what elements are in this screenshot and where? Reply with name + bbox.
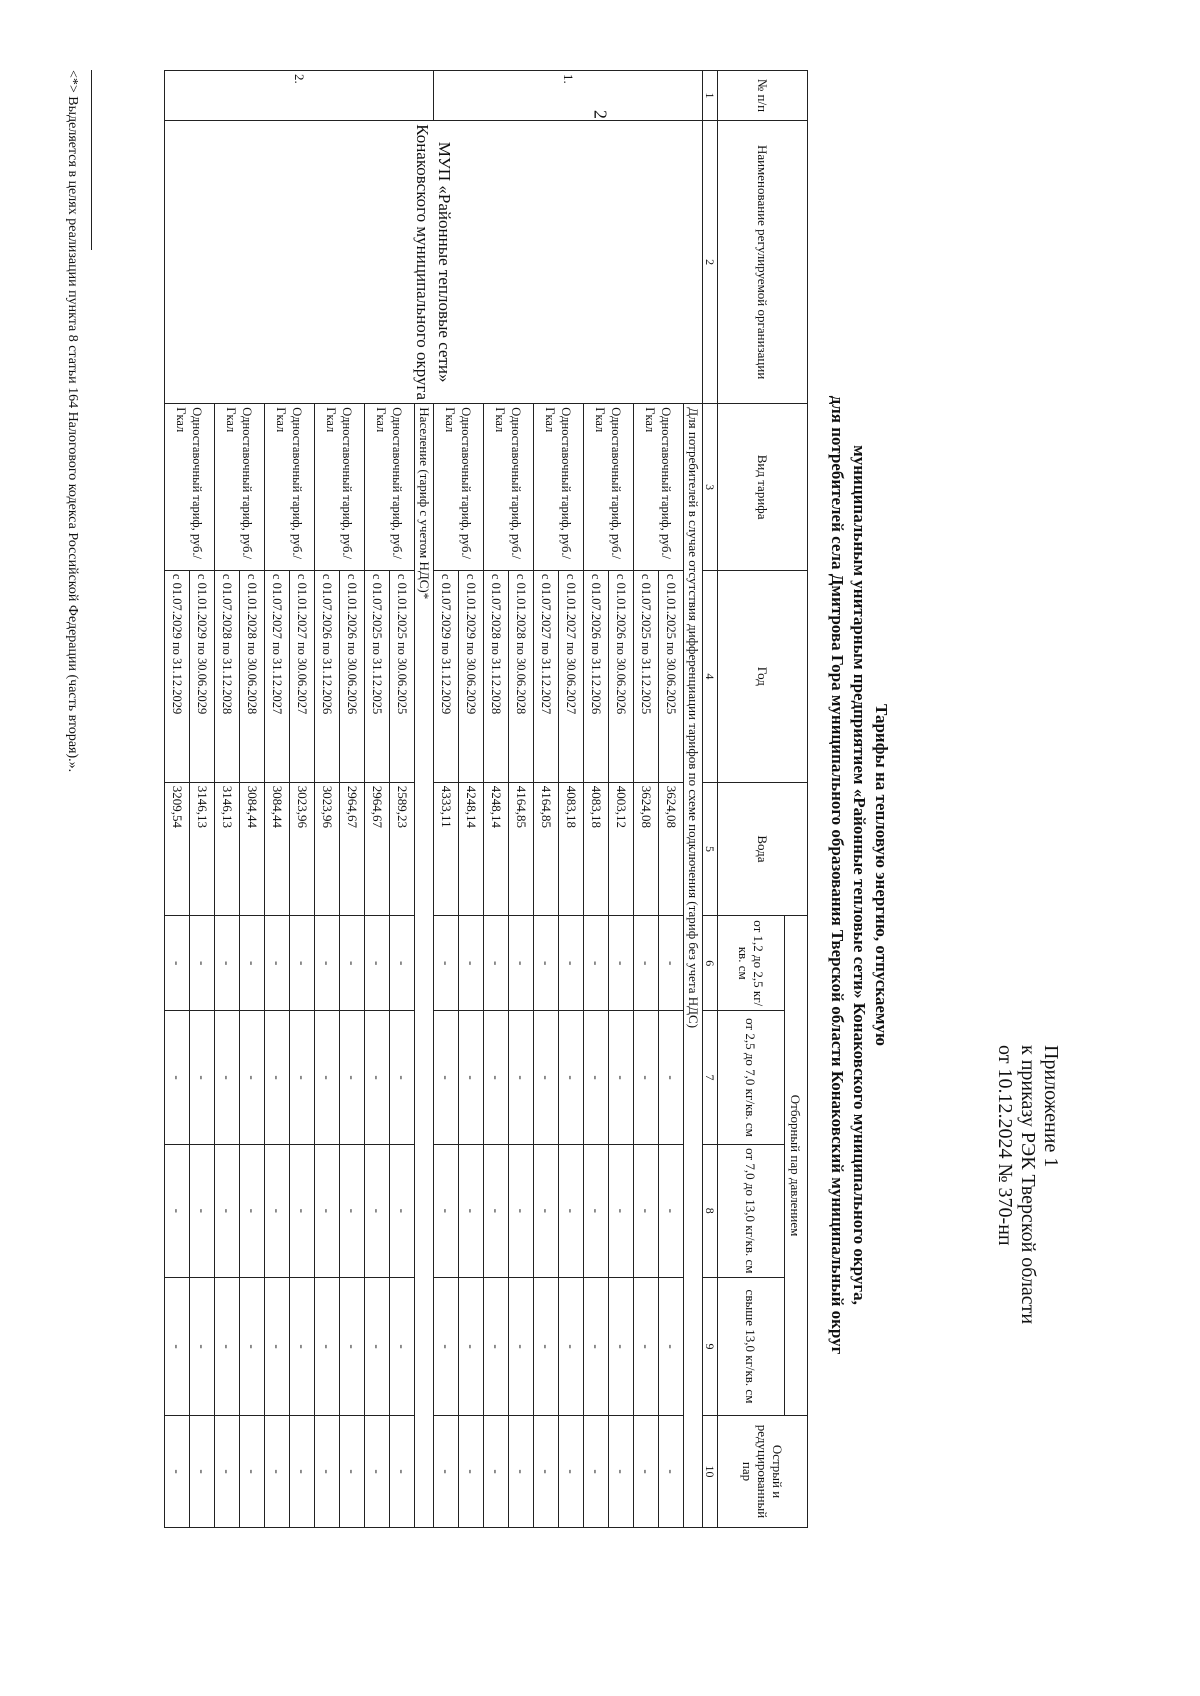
empty-tariff-cell: - xyxy=(509,916,534,1011)
empty-tariff-cell: - xyxy=(434,1144,459,1277)
empty-tariff-cell: - xyxy=(559,1416,584,1528)
period-cell: с 01.01.2029 по 30.06.2029 xyxy=(190,570,215,782)
empty-tariff-cell: - xyxy=(559,1144,584,1277)
empty-tariff-cell: - xyxy=(340,1277,365,1415)
period-cell: с 01.07.2027 по 31.12.2027 xyxy=(534,570,559,782)
empty-tariff-cell: - xyxy=(584,916,609,1011)
column-number-row xyxy=(703,71,718,1528)
empty-tariff-cell: - xyxy=(340,1011,365,1144)
period-cell: с 01.01.2025 по 30.06.2025 xyxy=(390,570,415,782)
tariff-type-cell: Одноставочный тариф, руб./Гкал xyxy=(534,404,584,571)
empty-tariff-cell: - xyxy=(559,1277,584,1415)
water-tariff-cell: 4333,11 xyxy=(434,782,459,915)
empty-tariff-cell: - xyxy=(459,1416,484,1528)
column-number: 3 xyxy=(703,404,718,571)
period-cell: с 01.01.2029 по 30.06.2029 xyxy=(459,570,484,782)
empty-tariff-cell: - xyxy=(190,1277,215,1415)
empty-tariff-cell: - xyxy=(434,1011,459,1144)
empty-tariff-cell: - xyxy=(659,1416,684,1528)
header-org: Наименование регулируемой организации xyxy=(718,120,808,403)
tariff-type-cell: Одноставочный тариф, руб./Гкал xyxy=(584,404,634,571)
empty-tariff-cell: - xyxy=(534,916,559,1011)
water-tariff-cell: 3624,08 xyxy=(659,782,684,915)
empty-tariff-cell: - xyxy=(290,1011,315,1144)
table-body xyxy=(165,71,703,1528)
footnote-divider xyxy=(91,70,92,250)
empty-tariff-cell: - xyxy=(559,1011,584,1144)
empty-tariff-cell: - xyxy=(365,1416,390,1528)
empty-tariff-cell: - xyxy=(434,916,459,1011)
empty-tariff-cell: - xyxy=(434,1416,459,1528)
empty-tariff-cell: - xyxy=(290,1416,315,1528)
tariff-type-cell: Одноставочный тариф, руб./Гкал xyxy=(484,404,534,571)
tariff-type-cell: Одноставочный тариф, руб./Гкал xyxy=(265,404,315,571)
period-cell: с 01.01.2028 по 30.06.2028 xyxy=(509,570,534,782)
empty-tariff-cell: - xyxy=(240,1277,265,1415)
empty-tariff-cell: - xyxy=(265,1144,290,1277)
header-tariff-type: Вид тарифа xyxy=(718,404,808,571)
water-tariff-cell: 3209,54 xyxy=(165,782,190,915)
period-cell: с 01.01.2027 по 30.06.2027 xyxy=(559,570,584,782)
empty-tariff-cell: - xyxy=(265,916,290,1011)
empty-tariff-cell: - xyxy=(390,1416,415,1528)
empty-tariff-cell: - xyxy=(509,1416,534,1528)
period-cell: с 01.01.2026 по 30.06.2026 xyxy=(609,570,634,782)
period-cell: с 01.07.2025 по 31.12.2025 xyxy=(365,570,390,782)
section-row xyxy=(684,71,703,1528)
empty-tariff-cell: - xyxy=(609,1277,634,1415)
empty-tariff-cell: - xyxy=(509,1011,534,1144)
appendix-line-1: Приложение 1 xyxy=(1040,1045,1062,1168)
empty-tariff-cell: - xyxy=(315,1144,340,1277)
period-cell: с 01.07.2026 по 31.12.2026 xyxy=(315,570,340,782)
empty-tariff-cell: - xyxy=(240,916,265,1011)
empty-tariff-cell: - xyxy=(659,1144,684,1277)
empty-tariff-cell: - xyxy=(390,1277,415,1415)
empty-tariff-cell: - xyxy=(484,1144,509,1277)
column-number: 8 xyxy=(703,1144,718,1277)
empty-tariff-cell: - xyxy=(659,916,684,1011)
empty-tariff-cell: - xyxy=(390,1011,415,1144)
title-line-2: муниципальным унитарным предприятием «Районные тепловые сети» Конаковского муниципального округа, xyxy=(850,445,869,1305)
water-tariff-cell: 4083,18 xyxy=(559,782,584,915)
empty-tariff-cell: - xyxy=(215,916,240,1011)
period-cell: с 01.07.2028 по 31.12.2028 xyxy=(484,570,509,782)
water-tariff-cell: 3023,96 xyxy=(290,782,315,915)
water-tariff-cell: 3084,44 xyxy=(265,782,290,915)
empty-tariff-cell: - xyxy=(165,1144,190,1277)
empty-tariff-cell: - xyxy=(459,916,484,1011)
empty-tariff-cell: - xyxy=(165,1277,190,1415)
empty-tariff-cell: - xyxy=(584,1011,609,1144)
empty-tariff-cell: - xyxy=(534,1144,559,1277)
empty-tariff-cell: - xyxy=(315,916,340,1011)
period-cell: с 01.01.2028 по 30.06.2028 xyxy=(240,570,265,782)
appendix-line-2: к приказу РЭК Тверской области xyxy=(1017,1045,1039,1325)
period-cell: с 01.07.2029 по 31.12.2029 xyxy=(434,570,459,782)
tariff-type-cell: Одноставочный тариф, руб./Гкал xyxy=(634,404,684,571)
period-cell: с 01.07.2025 по 31.12.2025 xyxy=(634,570,659,782)
document-title xyxy=(826,205,892,1545)
title-line-3: для потребителей села Дмитрова Гора муниципального образования Тверской области Конаковский муниципальный округ xyxy=(828,395,847,1355)
empty-tariff-cell: - xyxy=(315,1277,340,1415)
column-number: 6 xyxy=(703,916,718,1011)
empty-tariff-cell: - xyxy=(215,1144,240,1277)
header-steam-group: Отборный пар давлением xyxy=(785,916,808,1416)
empty-tariff-cell: - xyxy=(240,1416,265,1528)
header-num: № п/п xyxy=(718,71,808,121)
water-tariff-cell: 4164,85 xyxy=(534,782,559,915)
water-tariff-cell: 2964,67 xyxy=(365,782,390,915)
empty-tariff-cell: - xyxy=(659,1277,684,1415)
empty-tariff-cell: - xyxy=(265,1011,290,1144)
water-tariff-cell: 4003,12 xyxy=(609,782,634,915)
empty-tariff-cell: - xyxy=(190,1416,215,1528)
empty-tariff-cell: - xyxy=(609,916,634,1011)
empty-tariff-cell: - xyxy=(534,1277,559,1415)
appendix-header xyxy=(993,1045,1062,1465)
empty-tariff-cell: - xyxy=(584,1277,609,1415)
column-number: 1 xyxy=(703,71,718,121)
water-tariff-cell: 2964,67 xyxy=(340,782,365,915)
empty-tariff-cell: - xyxy=(315,1416,340,1528)
empty-tariff-cell: - xyxy=(634,1416,659,1528)
empty-tariff-cell: - xyxy=(534,1416,559,1528)
empty-tariff-cell: - xyxy=(215,1011,240,1144)
section-caption: Население (тариф с учетом НДС)* xyxy=(415,404,434,1528)
empty-tariff-cell: - xyxy=(459,1144,484,1277)
footnote: <*> Выделяется в целях реализации пункта 8 статьи 164 Налогового кодекса Российской Федерации (часть вторая).». xyxy=(65,70,80,773)
empty-tariff-cell: - xyxy=(390,1144,415,1277)
period-cell: с 01.07.2028 по 31.12.2028 xyxy=(215,570,240,782)
empty-tariff-cell: - xyxy=(484,1277,509,1415)
empty-tariff-cell: - xyxy=(265,1277,290,1415)
header-sharp-steam: Острый и редуцированный пар xyxy=(718,1416,808,1528)
empty-tariff-cell: - xyxy=(165,1011,190,1144)
empty-tariff-cell: - xyxy=(390,916,415,1011)
tariff-type-cell: Одноставочный тариф, руб./Гкал xyxy=(434,404,484,571)
water-tariff-cell: 3624,08 xyxy=(634,782,659,915)
section-caption: Для потребителей в случае отсутствия дифференциации тарифов по схеме подключения (тариф без учета НДС) xyxy=(684,404,703,1528)
water-tariff-cell: 3023,96 xyxy=(315,782,340,915)
header-year: Год xyxy=(718,570,808,782)
empty-tariff-cell: - xyxy=(340,916,365,1011)
empty-tariff-cell: - xyxy=(484,1416,509,1528)
tariff-type-cell: Одноставочный тариф, руб./Гкал xyxy=(165,404,215,571)
header-pressure-4: свыше 13,0 кг/кв. см xyxy=(718,1277,785,1415)
empty-tariff-cell: - xyxy=(484,916,509,1011)
empty-tariff-cell: - xyxy=(459,1277,484,1415)
water-tariff-cell: 3084,44 xyxy=(240,782,265,915)
appendix-line-3: от 10.12.2024 № 370-нп xyxy=(994,1045,1016,1246)
tariff-type-cell: Одноставочный тариф, руб./Гкал xyxy=(365,404,415,571)
period-cell: с 01.01.2025 по 30.06.2025 xyxy=(659,570,684,782)
empty-tariff-cell: - xyxy=(315,1011,340,1144)
empty-tariff-cell: - xyxy=(609,1416,634,1528)
empty-tariff-cell: - xyxy=(659,1011,684,1144)
empty-tariff-cell: - xyxy=(190,1144,215,1277)
water-tariff-cell: 4248,14 xyxy=(459,782,484,915)
header-pressure-2: от 2,5 до 7,0 кг/кв. см xyxy=(718,1011,785,1144)
empty-tariff-cell: - xyxy=(240,1144,265,1277)
tariff-type-cell: Одноставочный тариф, руб./Гкал xyxy=(215,404,265,571)
title-line-1: Тарифы на тепловую энергию, отпускаемую xyxy=(872,704,891,1046)
column-number: 10 xyxy=(703,1416,718,1528)
empty-tariff-cell: - xyxy=(434,1277,459,1415)
header-pressure-3: от 7,0 до 13,0 кг/кв. см xyxy=(718,1144,785,1277)
section-index: 1. xyxy=(434,71,703,121)
empty-tariff-cell: - xyxy=(634,1277,659,1415)
empty-tariff-cell: - xyxy=(165,916,190,1011)
empty-tariff-cell: - xyxy=(484,1011,509,1144)
water-tariff-cell: 3146,13 xyxy=(215,782,240,915)
period-cell: с 01.07.2026 по 31.12.2026 xyxy=(584,570,609,782)
empty-tariff-cell: - xyxy=(509,1144,534,1277)
empty-tariff-cell: - xyxy=(215,1277,240,1415)
water-tariff-cell: 4083,18 xyxy=(584,782,609,915)
empty-tariff-cell: - xyxy=(509,1277,534,1415)
period-cell: с 01.07.2027 по 31.12.2027 xyxy=(265,570,290,782)
empty-tariff-cell: - xyxy=(609,1011,634,1144)
empty-tariff-cell: - xyxy=(634,1144,659,1277)
header-pressure-1: от 1,2 до 2,5 кг/кв. см xyxy=(718,916,785,1011)
header-water: Вода xyxy=(718,782,808,915)
organization-name: МУП «Районные тепловые сети» Конаковского муниципального округа xyxy=(165,120,703,403)
column-number: 9 xyxy=(703,1277,718,1415)
period-cell: с 01.01.2027 по 30.06.2027 xyxy=(290,570,315,782)
empty-tariff-cell: - xyxy=(365,1144,390,1277)
tariff-type-cell: Одноставочный тариф, руб./Гкал xyxy=(315,404,365,571)
empty-tariff-cell: - xyxy=(215,1416,240,1528)
document-sheet xyxy=(42,55,1102,1645)
empty-tariff-cell: - xyxy=(340,1144,365,1277)
water-tariff-cell: 4248,14 xyxy=(484,782,509,915)
empty-tariff-cell: - xyxy=(290,916,315,1011)
empty-tariff-cell: - xyxy=(634,916,659,1011)
empty-tariff-cell: - xyxy=(290,1277,315,1415)
empty-tariff-cell: - xyxy=(190,1011,215,1144)
column-number: 5 xyxy=(703,782,718,915)
empty-tariff-cell: - xyxy=(165,1416,190,1528)
section-index: 2. xyxy=(165,71,434,121)
empty-tariff-cell: - xyxy=(634,1011,659,1144)
tariff-table xyxy=(164,70,808,1528)
empty-tariff-cell: - xyxy=(365,916,390,1011)
period-cell: с 01.07.2029 по 31.12.2029 xyxy=(165,570,190,782)
empty-tariff-cell: - xyxy=(290,1144,315,1277)
empty-tariff-cell: - xyxy=(190,916,215,1011)
empty-tariff-cell: - xyxy=(265,1416,290,1528)
water-tariff-cell: 3146,13 xyxy=(190,782,215,915)
empty-tariff-cell: - xyxy=(240,1011,265,1144)
empty-tariff-cell: - xyxy=(340,1416,365,1528)
empty-tariff-cell: - xyxy=(584,1416,609,1528)
empty-tariff-cell: - xyxy=(559,916,584,1011)
empty-tariff-cell: - xyxy=(584,1144,609,1277)
empty-tariff-cell: - xyxy=(534,1011,559,1144)
water-tariff-cell: 4164,85 xyxy=(509,782,534,915)
column-number: 7 xyxy=(703,1011,718,1144)
empty-tariff-cell: - xyxy=(459,1011,484,1144)
water-tariff-cell: 2589,23 xyxy=(390,782,415,915)
column-number: 4 xyxy=(703,570,718,782)
empty-tariff-cell: - xyxy=(365,1277,390,1415)
empty-tariff-cell: - xyxy=(609,1144,634,1277)
page-number: 2 xyxy=(590,110,611,119)
column-number: 2 xyxy=(703,120,718,403)
period-cell: с 01.01.2026 по 30.06.2026 xyxy=(340,570,365,782)
empty-tariff-cell: - xyxy=(365,1011,390,1144)
